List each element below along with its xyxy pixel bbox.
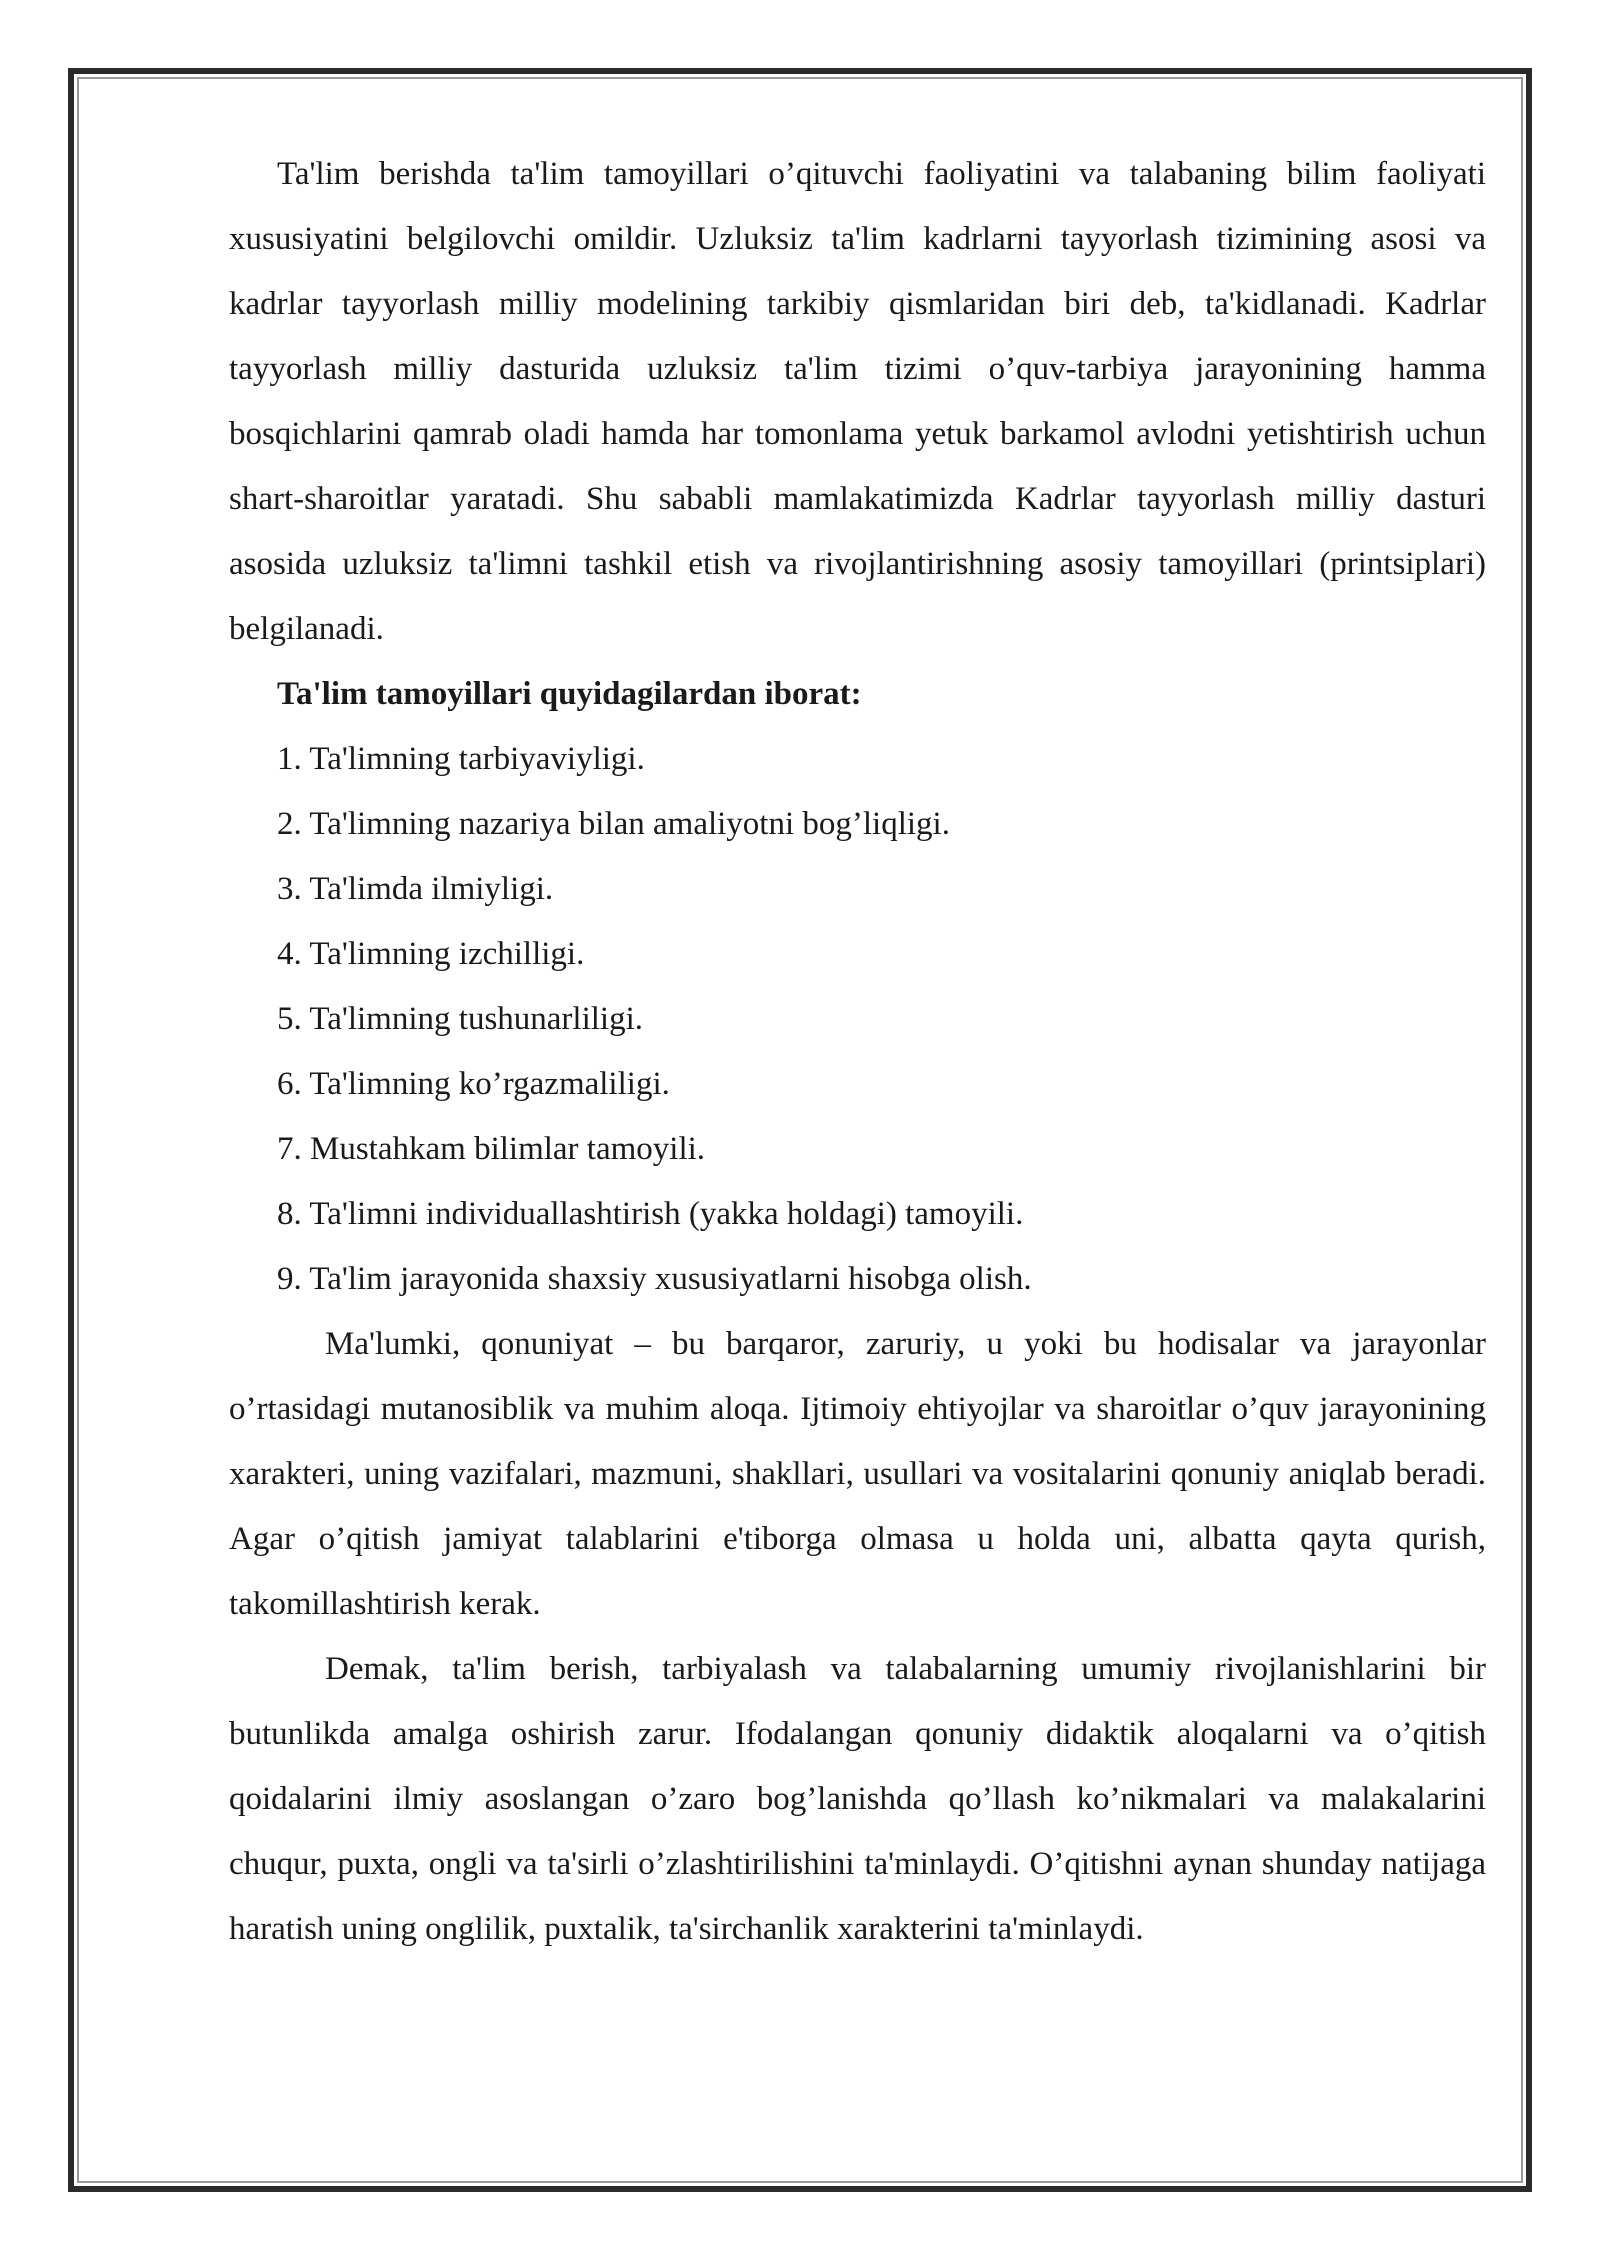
list-item: 1. Ta'limning tarbiyaviyligi. xyxy=(277,741,645,777)
intro-paragraph: Ta'lim berishda ta'lim tamoyillari o’qituvchi faoliyatini va talabaning bilim faoliyati xususiyatini belgilovchi omildir. Uzluksiz ta'lim kadrlarni tayyorlash tizimining asosi va kadrlar tayyorlash milliy modelining tarkibiy qismlaridan biri deb, ta'kidlanadi. Kadrlar tayyorlash milliy dasturida uzluksiz ta'lim tizimi o’quv-tarbiya jarayonining hamma bosqichlarini qamrab oladi hamda har tomonlama yetuk barkamol avlodni yetishtirish uchun shart-sharoitlar yaratadi. Shu sababli mamlakatimizda Kadrlar tayyorlash milliy dasturi asosida uzluksiz ta'limni tashkil etish va rivojlantirishning asosiy tamoyillari (printsiplari) belgilanadi. xyxy=(229,156,1486,647)
list-item: 7. Mustahkam bilimlar tamoyili. xyxy=(277,1131,706,1167)
document-body xyxy=(229,142,1486,1962)
list-item: 4. Ta'limning izchilligi. xyxy=(277,936,585,972)
list-heading: Ta'lim tamoyillari quyidagilardan iborat: xyxy=(277,676,862,712)
list-item: 3. Ta'limda ilmiyligi. xyxy=(277,871,554,907)
body-paragraph: Demak, ta'lim berish, tarbiyalash va talabalarning umumiy rivojlanishlarini bir butunlikda amalga oshirish zarur. Ifodalangan qonuniy didaktik aloqalarni va o’qitish qoidalarini ilmiy asoslangan o’zaro bog’lanishda qo’llash ko’nikmalari va malakalarini chuqur, puxta, ongli va ta'sirli o’zlashtirilishini ta'minlaydi. O’qitishni aynan shunday natijaga haratish uning onglilik, puxtalik, ta'sirchanlik xarakterini ta'minlaydi. xyxy=(229,1651,1486,1947)
list-item: 5. Ta'limning tushunarliligi. xyxy=(277,1001,644,1037)
principles-list xyxy=(229,727,1486,1312)
list-item: 9. Ta'lim jarayonida shaxsiy xususiyatlarni hisobga olish. xyxy=(277,1261,1032,1297)
list-item: 6. Ta'limning ko’rgazmaliligi. xyxy=(277,1066,670,1102)
list-item: 8. Ta'limni individuallashtirish (yakka holdagi) tamoyili. xyxy=(277,1196,1024,1232)
body-paragraph: Ma'lumki, qonuniyat – bu barqaror, zaruriy, u yoki bu hodisalar va jarayonlar o’rtasidagi mutanosiblik va muhim aloqa. Ijtimoiy ehtiyojlar va sharoitlar o’quv jarayonining xarakteri, uning vazifalari, mazmuni, shakllari, usullari va vositalarini qonuniy aniqlab beradi. Agar o’qitish jamiyat talablarini e'tiborga olmasa u holda uni, albatta qayta qurish, takomillashtirish kerak. xyxy=(229,1326,1486,1622)
list-item: 2. Ta'limning nazariya bilan amaliyotni bog’liqligi. xyxy=(277,806,950,842)
